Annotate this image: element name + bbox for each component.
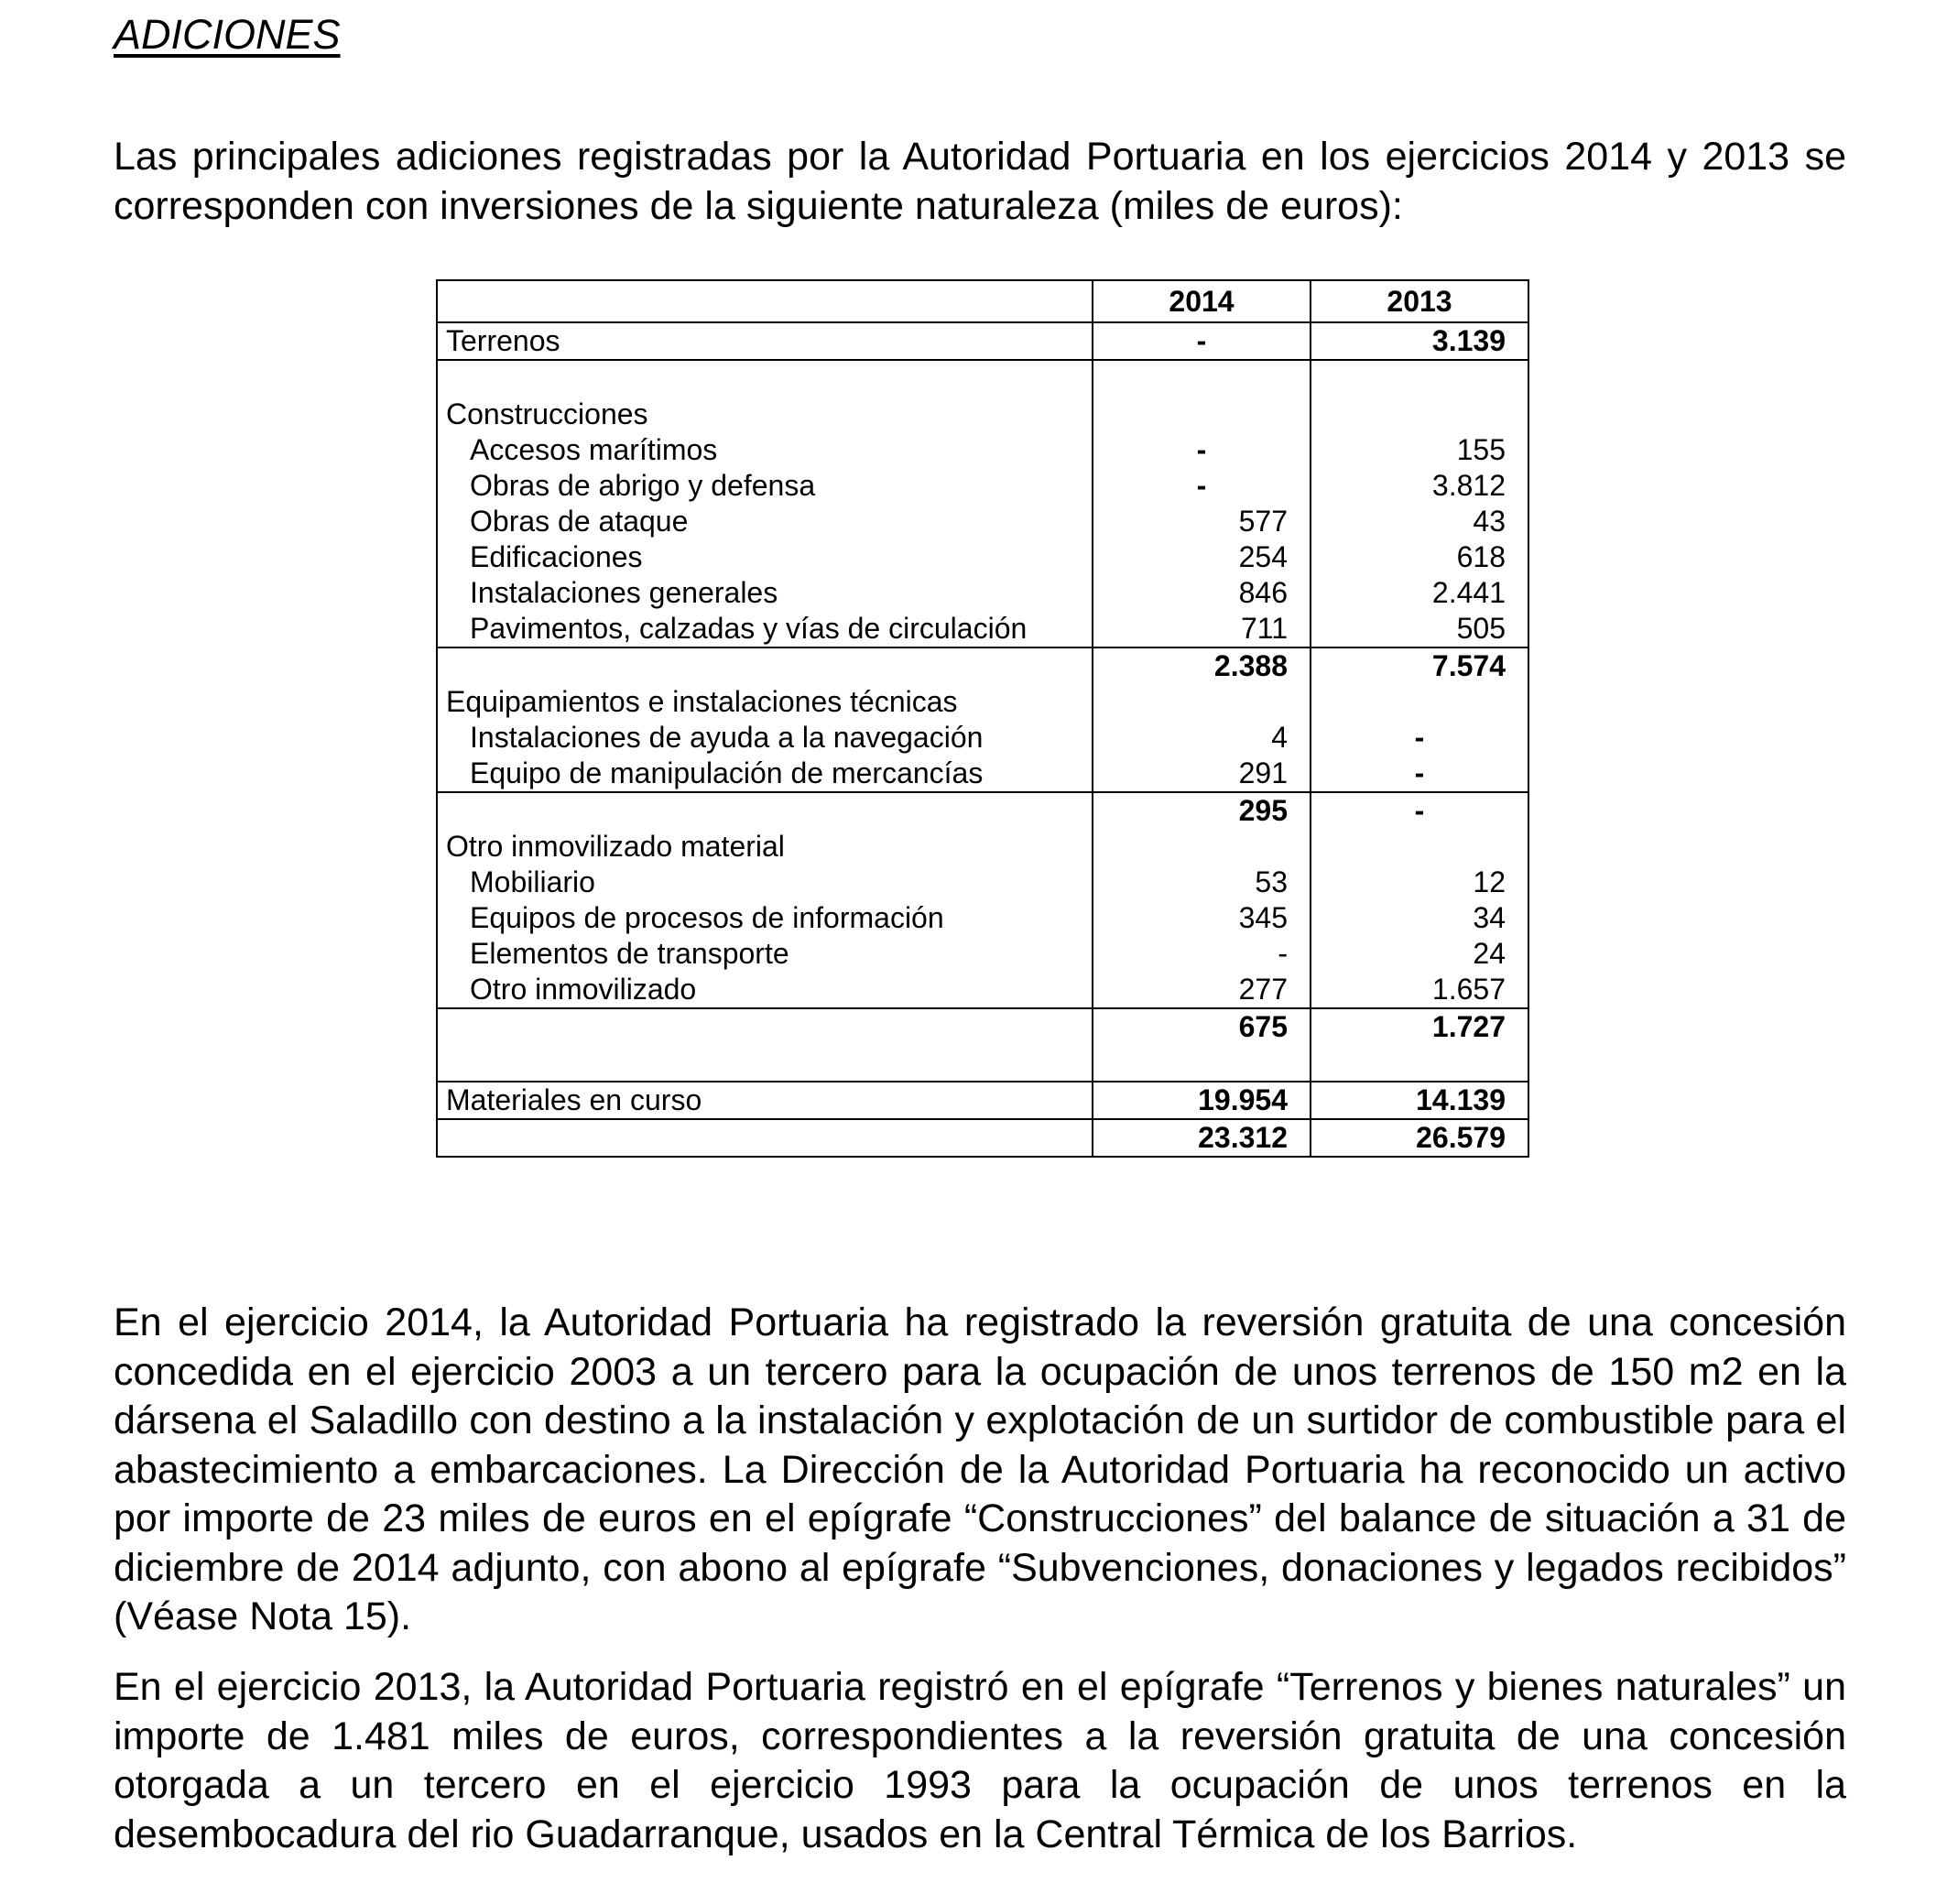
- value-2014: -: [1093, 322, 1311, 360]
- row-label: Mobiliario: [437, 865, 1093, 900]
- table-row: [437, 432, 1528, 468]
- group-label-row: [437, 360, 1528, 432]
- paragraph-2013: En el ejercicio 2013, la Autoridad Portuaria registró en el epígrafe “Terrenos y bienes naturales” un importe de 1.481 miles de euros, correspondientes a la reversión gratuita de una concesión otorgada a un tercero en el ejercicio 1993 para la ocupación de unos terrenos en la desembocadura del rio Guadarranque, usados en la Central Térmica de los Barrios.: [114, 1665, 1846, 1856]
- row-label: Pavimentos, calzadas y vías de circulación: [437, 611, 1093, 647]
- value-2014: 53: [1093, 865, 1311, 900]
- subtotal-row: [437, 792, 1528, 829]
- total-2014: 23.312: [1093, 1119, 1311, 1157]
- value-2014: -: [1093, 936, 1311, 972]
- row-label: Instalaciones de ayuda a la navegación: [437, 720, 1093, 756]
- table-row: [437, 936, 1528, 972]
- value-2013: 43: [1311, 504, 1528, 539]
- subtotal-2013: 7.574: [1311, 647, 1528, 684]
- table-row-terrenos: [437, 322, 1528, 360]
- value-2013: -: [1311, 720, 1528, 756]
- value-2014: -: [1093, 432, 1311, 468]
- table-row: [437, 865, 1528, 900]
- table-header-row: [437, 280, 1528, 322]
- table-row: [437, 575, 1528, 611]
- table-row: [437, 468, 1528, 504]
- subtotal-2014: 295: [1093, 792, 1311, 829]
- header-2014: 2014: [1093, 280, 1311, 322]
- value-2013: 1.657: [1311, 972, 1528, 1008]
- value-2013: 3.812: [1311, 468, 1528, 504]
- value-2014: 291: [1093, 756, 1311, 792]
- group-label: Equipamientos e instalaciones técnicas: [437, 684, 1093, 720]
- paragraph-2014: En el ejercicio 2014, la Autoridad Portuaria ha registrado la reversión gratuita de una concesión concedida en el ejercicio 2003 a un tercero para la ocupación de unos terrenos de 150 m2 en la dársena el Saladillo con destino a la instalación y explotación de un surtidor de combustible para el abastecimiento a embarcaciones. La Dirección de la Autoridad Portuaria ha reconocido un activo por importe de 23 miles de euros en el epígrafe “Construcciones” del balance de situación a 31 de diciembre de 2014 adjunto, con abono al epígrafe “Subvenciones, donaciones y legados recibidos” (Véase Nota 15).: [114, 1300, 1846, 1638]
- group-label-row: [437, 684, 1528, 720]
- subtotal-row: [437, 1008, 1528, 1082]
- row-label: Equipo de manipulación de mercancías: [437, 756, 1093, 792]
- group-label: Otro inmovilizado material: [437, 829, 1093, 865]
- value-2013: 2.441: [1311, 575, 1528, 611]
- subtotal-2014: 2.388: [1093, 647, 1311, 684]
- additions-table: [436, 279, 1529, 1158]
- row-label: Accesos marítimos: [437, 432, 1093, 468]
- value-2014: 254: [1093, 539, 1311, 575]
- value-2014: -: [1093, 468, 1311, 504]
- table-row: [437, 611, 1528, 647]
- value-2014: 577: [1093, 504, 1311, 539]
- total-row: [437, 1119, 1528, 1157]
- row-label: Terrenos: [437, 322, 1093, 360]
- subtotal-2013: 1.727: [1311, 1008, 1528, 1082]
- table-row: [437, 900, 1528, 936]
- subtotal-2013: -: [1311, 792, 1528, 829]
- table-row: [437, 504, 1528, 539]
- header-2013: 2013: [1311, 280, 1528, 322]
- value-2013: 14.139: [1311, 1082, 1528, 1119]
- row-label: Obras de ataque: [437, 504, 1093, 539]
- row-label: Materiales en curso: [437, 1082, 1093, 1119]
- row-label: Otro inmovilizado: [437, 972, 1093, 1008]
- value-2013: 3.139: [1311, 322, 1528, 360]
- value-2013: 618: [1311, 539, 1528, 575]
- value-2013: 12: [1311, 865, 1528, 900]
- total-2013: 26.579: [1311, 1119, 1528, 1157]
- value-2013: 34: [1311, 900, 1528, 936]
- row-label: Equipos de procesos de información: [437, 900, 1093, 936]
- table-row: [437, 539, 1528, 575]
- value-2014: 846: [1093, 575, 1311, 611]
- section-heading: ADICIONES: [114, 11, 341, 58]
- value-2013: 24: [1311, 936, 1528, 972]
- value-2013: 155: [1311, 432, 1528, 468]
- row-label: Obras de abrigo y defensa: [437, 468, 1093, 504]
- row-label: Instalaciones generales: [437, 575, 1093, 611]
- row-label: Edificaciones: [437, 539, 1093, 575]
- subtotal-2014: 675: [1093, 1008, 1311, 1082]
- value-2013: -: [1311, 756, 1528, 792]
- table-row: [437, 756, 1528, 792]
- header-empty-cell: [437, 280, 1093, 322]
- table-row: [437, 720, 1528, 756]
- subtotal-row: [437, 647, 1528, 684]
- group-label: Construcciones: [437, 360, 1093, 432]
- value-2014: 345: [1093, 900, 1311, 936]
- table-row: [437, 972, 1528, 1008]
- value-2014: 711: [1093, 611, 1311, 647]
- value-2014: 19.954: [1093, 1082, 1311, 1119]
- value-2014: 4: [1093, 720, 1311, 756]
- group-label-row: [437, 829, 1528, 865]
- value-2014: 277: [1093, 972, 1311, 1008]
- value-2013: 505: [1311, 611, 1528, 647]
- table-row-materiales: [437, 1082, 1528, 1119]
- row-label: Elementos de transporte: [437, 936, 1093, 972]
- intro-paragraph: Las principales adiciones registradas por la Autoridad Portuaria en los ejercicios 2014 y 2013 se corresponden con inversiones de la siguiente naturaleza (miles de euros):: [114, 135, 1846, 228]
